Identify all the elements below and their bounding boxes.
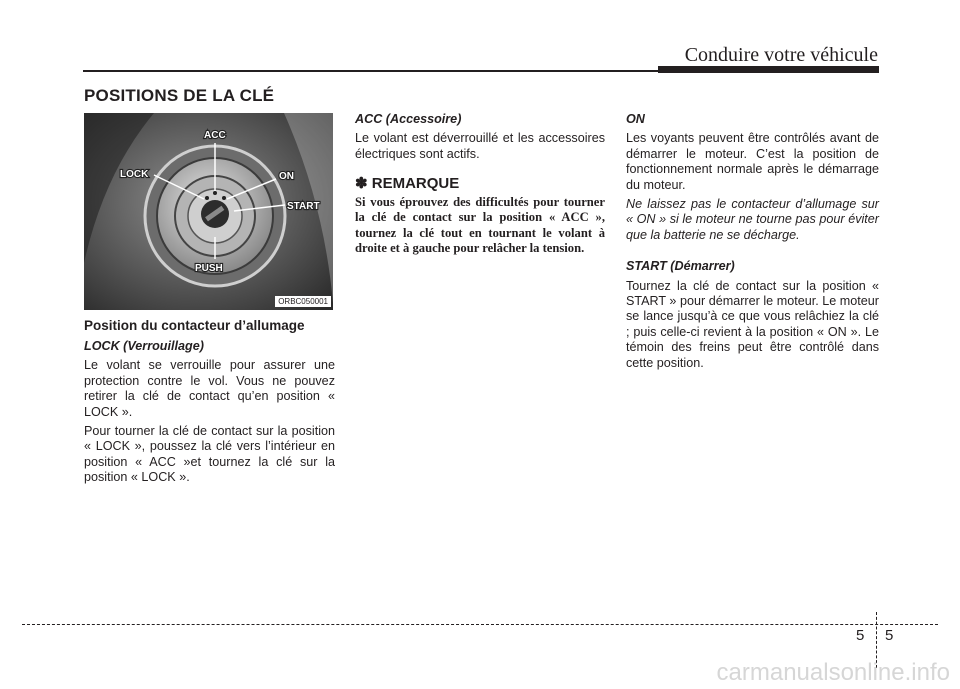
column-left [84,318,335,490]
key-label-start: START [287,201,320,212]
lock-paragraph-1: Le volant se verrouille pour assurer une protection contre le vol. Vous ne pouvez retirer la clé de contact qu’en position « LOCK ». [84,358,335,419]
start-heading: START (Démarrer) [626,259,735,274]
acc-heading: ACC (Accessoire) [355,112,462,126]
note-title: REMARQUE [371,175,460,193]
figure-code: ORBC050001 [275,296,331,307]
key-label-on: ON [279,171,294,182]
subsection-heading: Position du contacteur d’allumage [84,318,305,333]
watermark: carmanualsonline.info [716,659,950,686]
footer-rule [22,624,938,625]
column-middle [355,112,605,261]
note-title-row [355,176,605,191]
ignition-switch-figure [84,113,333,310]
on-paragraph-1: Les voyants peuvent être contrôlés avant de démarrer le moteur. C’est la position de fonctionnement normale après le démarrage du moteur. [626,131,879,192]
key-label-acc: ACC [204,130,226,141]
note-text: Si vous éprouvez des difficultés pour tourner la clé de contact sur la position « ACC », tournez la clé tout en tournant le volant à droite et à gauche pour relâcher la tension. [355,194,605,256]
key-label-lock: LOCK [120,169,149,180]
on-heading: ON [626,112,645,126]
start-paragraph: Tournez la clé de contact sur la position « START » pour démarrer le moteur. Le moteur se lance jusqu’à ce que vous relâchiez la clé ; puis celle-ci revient à la position « ON ». Le témoin des freins peut être contrôlé dans cette position. [626,278,879,370]
page-number: 5 [885,627,894,644]
section-title: POSITIONS DE LA CLÉ [84,86,275,105]
on-paragraph-2: Ne laissez pas le contacteur d’allumage sur « ON » si le moteur ne tourne pas pour éviter que la batterie ne se décharge. [626,197,879,242]
chapter-header-title: Conduire votre véhicule [684,44,878,66]
lock-paragraph-2: Pour tourner la clé de contact sur la position « LOCK », poussez la clé vers l’intérieur en position « ACC »et tournez la clé sur la position « LOCK ». [84,424,335,485]
acc-paragraph: Le volant est déverrouillé et les accessoires électriques sont actifs. [355,131,605,161]
chapter-number: 5 [856,627,865,644]
asterisk-icon: ✽ [355,175,368,193]
lock-heading: LOCK (Verrouillage) [84,339,204,353]
header-rule-accent [658,66,879,73]
ignition-switch-illustration [84,113,333,310]
column-right [626,112,879,375]
key-label-push: PUSH [195,263,223,274]
